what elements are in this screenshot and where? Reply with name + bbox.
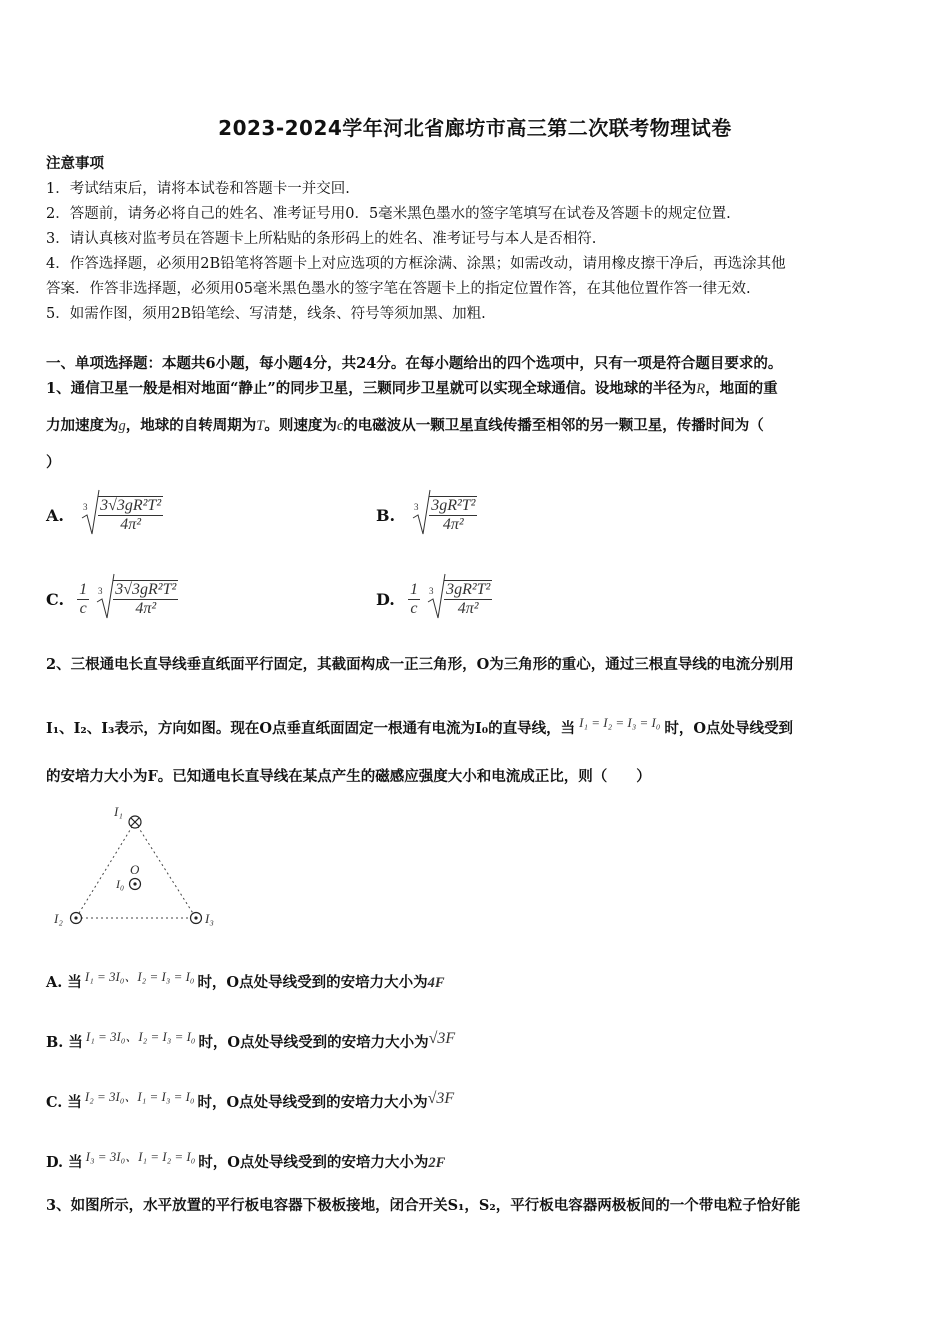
q2-figure (46, 800, 226, 940)
q1-option-c: C. $\frac{1}{c}$ 3 $\frac{\text{3√3gR²T²}}{\text{4π²}}$ (46, 572, 178, 626)
q3-stem-line1: 3、如图所示，水平放置的平行板电容器下极板接地，闭合开关S₁，S₂，平行板电容器两极板间的一个带电粒子恰好能 (46, 1197, 801, 1214)
notice-item: 4．作答选择题，必须用2B铅笔将答题卡上对应选项的方框涂满、涂黑；如需改动，请用橡皮擦干净后，再选涂其他 (46, 256, 786, 272)
label-i3: I₃ (205, 911, 214, 926)
notice-item: 2．答题前，请务必将自己的姓名、准考证号用0．5毫米黑色墨水的签字笔填写在试卷及答题卡的规定位置. (46, 206, 731, 222)
q1-option-b: B. 3 $\frac{\text{3gR²T²}}{\text{4π²}}$ (376, 488, 477, 542)
svg-text:3: 3 (83, 502, 88, 512)
q2-option-b: B. 当 I₁ = 3I₀、I₂ = I₃ = I₀ 时，O点处导线受到的安培力大小为√3F (46, 1029, 456, 1051)
q2-option-d: D. 当 I₃ = 3I₀、I₁ = I₂ = I₀ 时，O点处导线受到的安培力大小为2F (46, 1149, 446, 1171)
q2-option-c: C. 当 I₂ = 3I₀、I₁ = I₃ = I₀ 时，O点处导线受到的安培力大小为√3F (46, 1089, 455, 1111)
q2-option-a: A. 当 I₁ = 3I₀、I₂ = I₃ = I₀ 时，O点处导线受到的安培力大小为4F (46, 969, 445, 991)
svg-text:3: 3 (429, 586, 434, 596)
notice-heading: 注意事项 (46, 155, 104, 172)
svg-text:3: 3 (98, 586, 103, 596)
label-o: O (130, 862, 140, 877)
svg-text:3: 3 (414, 502, 419, 512)
q1-stem-line1: 1、通信卫星一般是相对地面“静止”的同步卫星，三颗同步卫星就可以实现全球通信。设地球的半径为R，地面的重 (46, 380, 778, 397)
q1-option-a: A. 3 $\frac{\text{3√3gR²T²}}{\text{4π²}}$ (46, 488, 163, 542)
current-out-of-page-icon (191, 913, 202, 924)
q2-stem-line1: 2、三根通电长直导线垂直纸面平行固定，其截面构成一正三角形，O为三角形的重心，通过三根直导线的电流分别用 (46, 656, 794, 673)
label-i0: I₀ (116, 877, 125, 891)
section-heading: 一、单项选择题：本题共6小题，每小题4分，共24分。在每小题给出的四个选项中，只有一项是符合题目要求的。 (46, 355, 783, 372)
label-i1: I₁ (114, 804, 123, 819)
label-i2: I₂ (54, 911, 63, 926)
notice-item: 1．考试结束后，请将本试卷和答题卡一并交回. (46, 181, 350, 197)
current-out-of-page-icon (71, 913, 82, 924)
notice-item: 答案．作答非选择题，必须用05毫米黑色墨水的签字笔在答题卡上的指定位置作答，在其他位置作答一律无效. (46, 281, 751, 297)
notice-item: 3．请认真核对监考员在答题卡上所粘贴的条形码上的姓名、准考证号与本人是否相符. (46, 231, 597, 247)
current-out-of-page-icon (130, 879, 141, 890)
q2-stem-line3: 的安培力大小为F。已知通电长直导线在某点产生的磁感应强度大小和电流成正比，则（ ） (46, 768, 651, 785)
page-title: 2023-2024学年河北省廊坊市高三第二次联考物理试卷 (218, 116, 732, 140)
current-into-page-icon (129, 816, 141, 828)
q2-stem-line2: I₁、I₂、I₃表示，方向如图。现在O点垂直纸面固定一根通有电流为I₀的直导线，当 I₁ = I₂ = I₃ = I₀ 时，O点处导线受到 (46, 715, 794, 737)
notice-item: 5．如需作图，须用2B铅笔绘、写清楚，线条、符号等须加黑、加粗. (46, 306, 486, 322)
q1-stem-line3: ） (46, 454, 61, 471)
q1-option-d: D. $\frac{1}{c}$ 3 $\frac{\text{3gR²T²}}{\text{4π²}}$ (376, 572, 492, 626)
q1-stem-line2: 力加速度为g，地球的自转周期为T。则速度为c的电磁波从一颗卫星直线传播至相邻的另一颗卫星，传播时间为（ (46, 417, 764, 434)
